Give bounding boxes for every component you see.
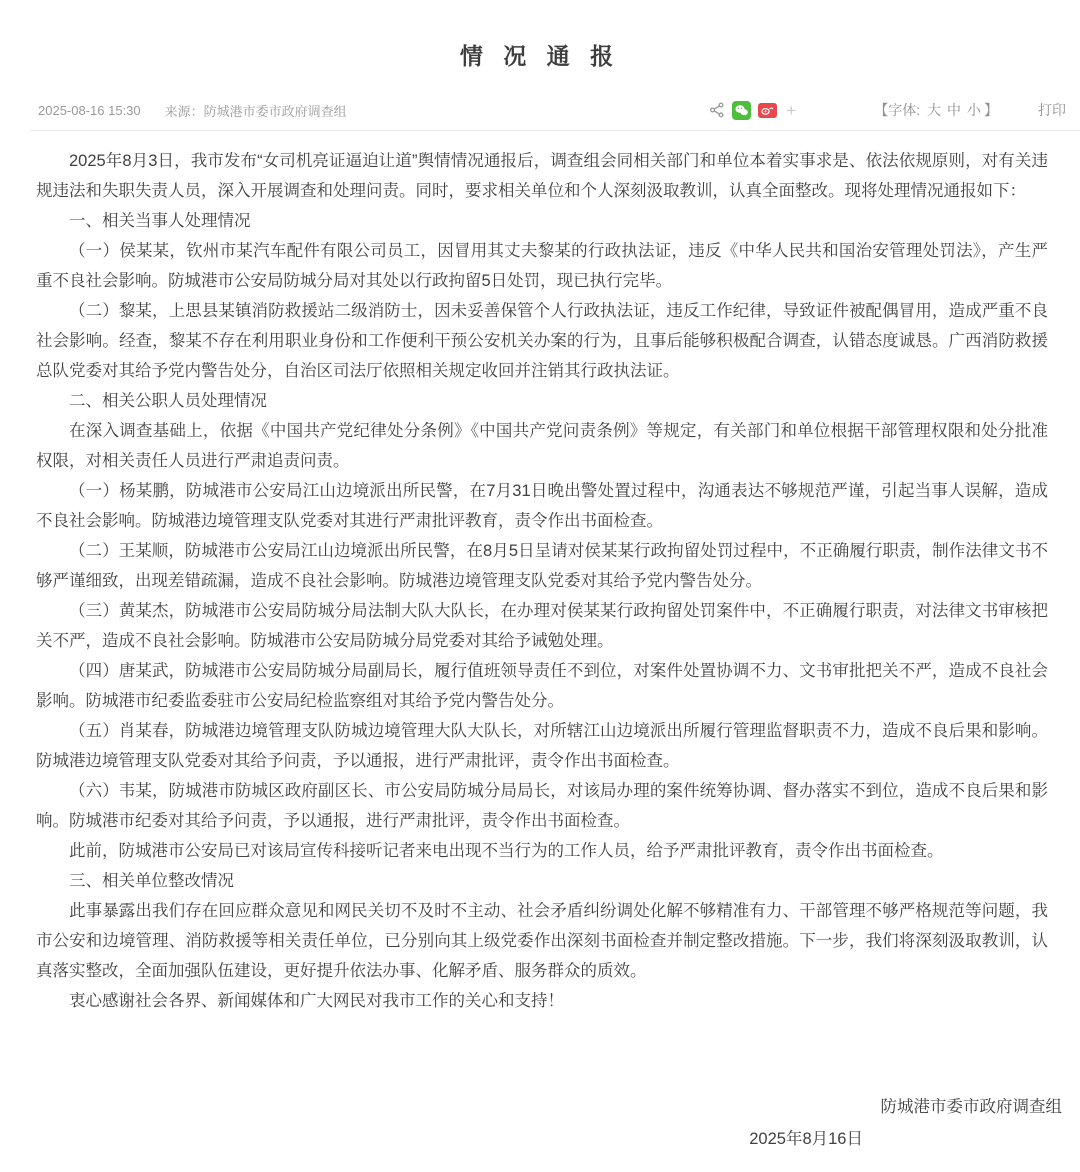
font-size-medium[interactable]: 中 bbox=[947, 102, 961, 118]
article-paragraph: （一）侯某某，钦州市某汽车配件有限公司员工，因冒用其丈夫黎某的行政执法证，违反《中华人民共和国治安管理处罚法》，产生严重不良社会影响。防城港市公安局防城分局对其处以行政拘留5日处罚，现已执行完毕。 bbox=[36, 242, 1048, 290]
meta-bar bbox=[0, 99, 1080, 121]
font-size-bracket-left: 【 bbox=[874, 102, 889, 118]
font-size-bracket-right: 】 bbox=[984, 102, 998, 118]
print-button[interactable]: 打印 bbox=[1038, 102, 1066, 118]
meta-left bbox=[38, 101, 347, 120]
source-name: 防城港市委市政府调查组 bbox=[203, 103, 347, 119]
plus-icon[interactable]: + bbox=[786, 100, 797, 120]
article-paragraph: （二）王某顺，防城港市公安局江山边境派出所民警，在8月5日呈请对侯某某行政拘留处罚过程中，不正确履行职责，制作法律文书不够严谨细致，出现差错疏漏，造成不良社会影响。防城港边境管理支队党委对其给予党内警告处分。 bbox=[36, 542, 1048, 590]
section-heading: 二、相关公职人员处理情况 bbox=[69, 392, 267, 410]
article-paragraph: （五）肖某春，防城港边境管理支队防城边境管理大队大队长，对所辖江山边境派出所履行管理监督职责不力，造成不良后果和影响。防城港边境管理支队党委对其给予问责，予以通报，进行严肃批评，责令作出书面检查。 bbox=[36, 722, 1048, 770]
article-paragraph: 在深入调查基础上，依据《中国共产党纪律处分条例》《中国共产党问责条例》等规定，有关部门和单位根据干部管理权限和处分批准权限，对相关责任人员进行严肃追责问责。 bbox=[36, 422, 1048, 470]
share-icon[interactable] bbox=[709, 102, 725, 118]
meta-right bbox=[709, 100, 1066, 120]
article-paragraph: 2025年8月3日，我市发布“女司机亮证逼迫让道”舆情情况通报后，调查组会同相关部门和单位本着实事求是、依法依规原则，对有关违规违法和失职失责人员，深入开展调查和处理问责。同时，要求相关单位和个人深刻汲取教训，认真全面整改。现将处理情况通报如下： bbox=[36, 152, 1048, 200]
article-paragraph: 衷心感谢社会各界、新闻媒体和广大网民对我市工作的关心和支持！ bbox=[69, 992, 564, 1010]
signature-block bbox=[0, 1092, 1080, 1154]
share-group bbox=[709, 101, 796, 120]
article-paragraph: 此事暴露出我们存在回应群众意见和网民关切不及时不主动、社会矛盾纠纷调处化解不够精准有力、干部管理不够严格规范等问题，我市公安和边境管理、消防救援等相关责任单位，已分别向其上级党委作出深刻书面检查并制定整改措施。下一步，我们将深刻汲取教训，认真落实整改，全面加强队伍建设，更好提升依法办事、化解矛盾、服务群众的质效。 bbox=[36, 902, 1048, 980]
source-label: 来源： bbox=[164, 103, 204, 119]
font-size-large[interactable]: 大 bbox=[927, 102, 941, 118]
signature-date: 2025年8月16日 bbox=[749, 1130, 863, 1148]
weibo-icon[interactable] bbox=[758, 103, 777, 118]
source bbox=[165, 101, 347, 120]
section-heading: 三、相关单位整改情况 bbox=[69, 872, 234, 890]
article-paragraph: （三）黄某杰，防城港市公安局防城分局法制大队大队长，在办理对侯某某行政拘留处罚案件中，不正确履行职责，对法律文书审核把关不严，造成不良社会影响。防城港市公安局防城分局党委对其给予诫勉处理。 bbox=[36, 602, 1048, 650]
article-body bbox=[0, 131, 1080, 1016]
section-heading: 一、相关当事人处理情况 bbox=[69, 212, 251, 230]
article-paragraph: （四）唐某武，防城港市公安局防城分局副局长，履行值班领导责任不到位，对案件处置协调不力、文书审批把关不严，造成不良社会影响。防城港市纪委监委驻市公安局纪检监察组对其给予党内警告处分。 bbox=[36, 662, 1048, 710]
publish-time: 2025-08-16 15:30 bbox=[38, 102, 141, 118]
article-paragraph: 此前，防城港市公安局已对该局宣传科接听记者来电出现不当行为的工作人员，给予严肃批评教育，责令作出书面检查。 bbox=[69, 842, 944, 860]
article-paragraph: （一）杨某鹏，防城港市公安局江山边境派出所民警，在7月31日晚出警处置过程中，沟通表达不够规范严谨，引起当事人误解，造成不良社会影响。防城港边境管理支队党委对其进行严肃批评教育，责令作出书面检查。 bbox=[36, 482, 1048, 530]
signature-author: 防城港市委市政府调查组 bbox=[880, 1098, 1062, 1116]
font-size-small[interactable]: 小 bbox=[967, 102, 981, 118]
page-title: 情 况 通 报 bbox=[459, 43, 621, 69]
article-paragraph: （二）黎某，上思县某镇消防救援站二级消防士，因未妥善保管个人行政执法证，违反工作纪律，导致证件被配偶冒用，造成严重不良社会影响。经查，黎某不存在利用职业身份和工作便利干预公安机关办案的行为，且事后能够积极配合调查，认错态度诚恳。广西消防救援总队党委对其给予党内警告处分，自治区司法厅依照相关规定收回并注销其行政执法证。 bbox=[36, 302, 1048, 380]
font-size-label: 字体: bbox=[888, 102, 921, 118]
font-size-control bbox=[874, 100, 998, 120]
article-paragraph: （六）韦某，防城港市防城区政府副区长、市公安局防城分局局长，对该局办理的案件统筹协调、督办落实不到位，造成不良后果和影响。防城港市纪委对其给予问责，予以通报，进行严肃批评，责令作出书面检查。 bbox=[36, 782, 1048, 830]
wechat-icon[interactable] bbox=[732, 101, 751, 120]
